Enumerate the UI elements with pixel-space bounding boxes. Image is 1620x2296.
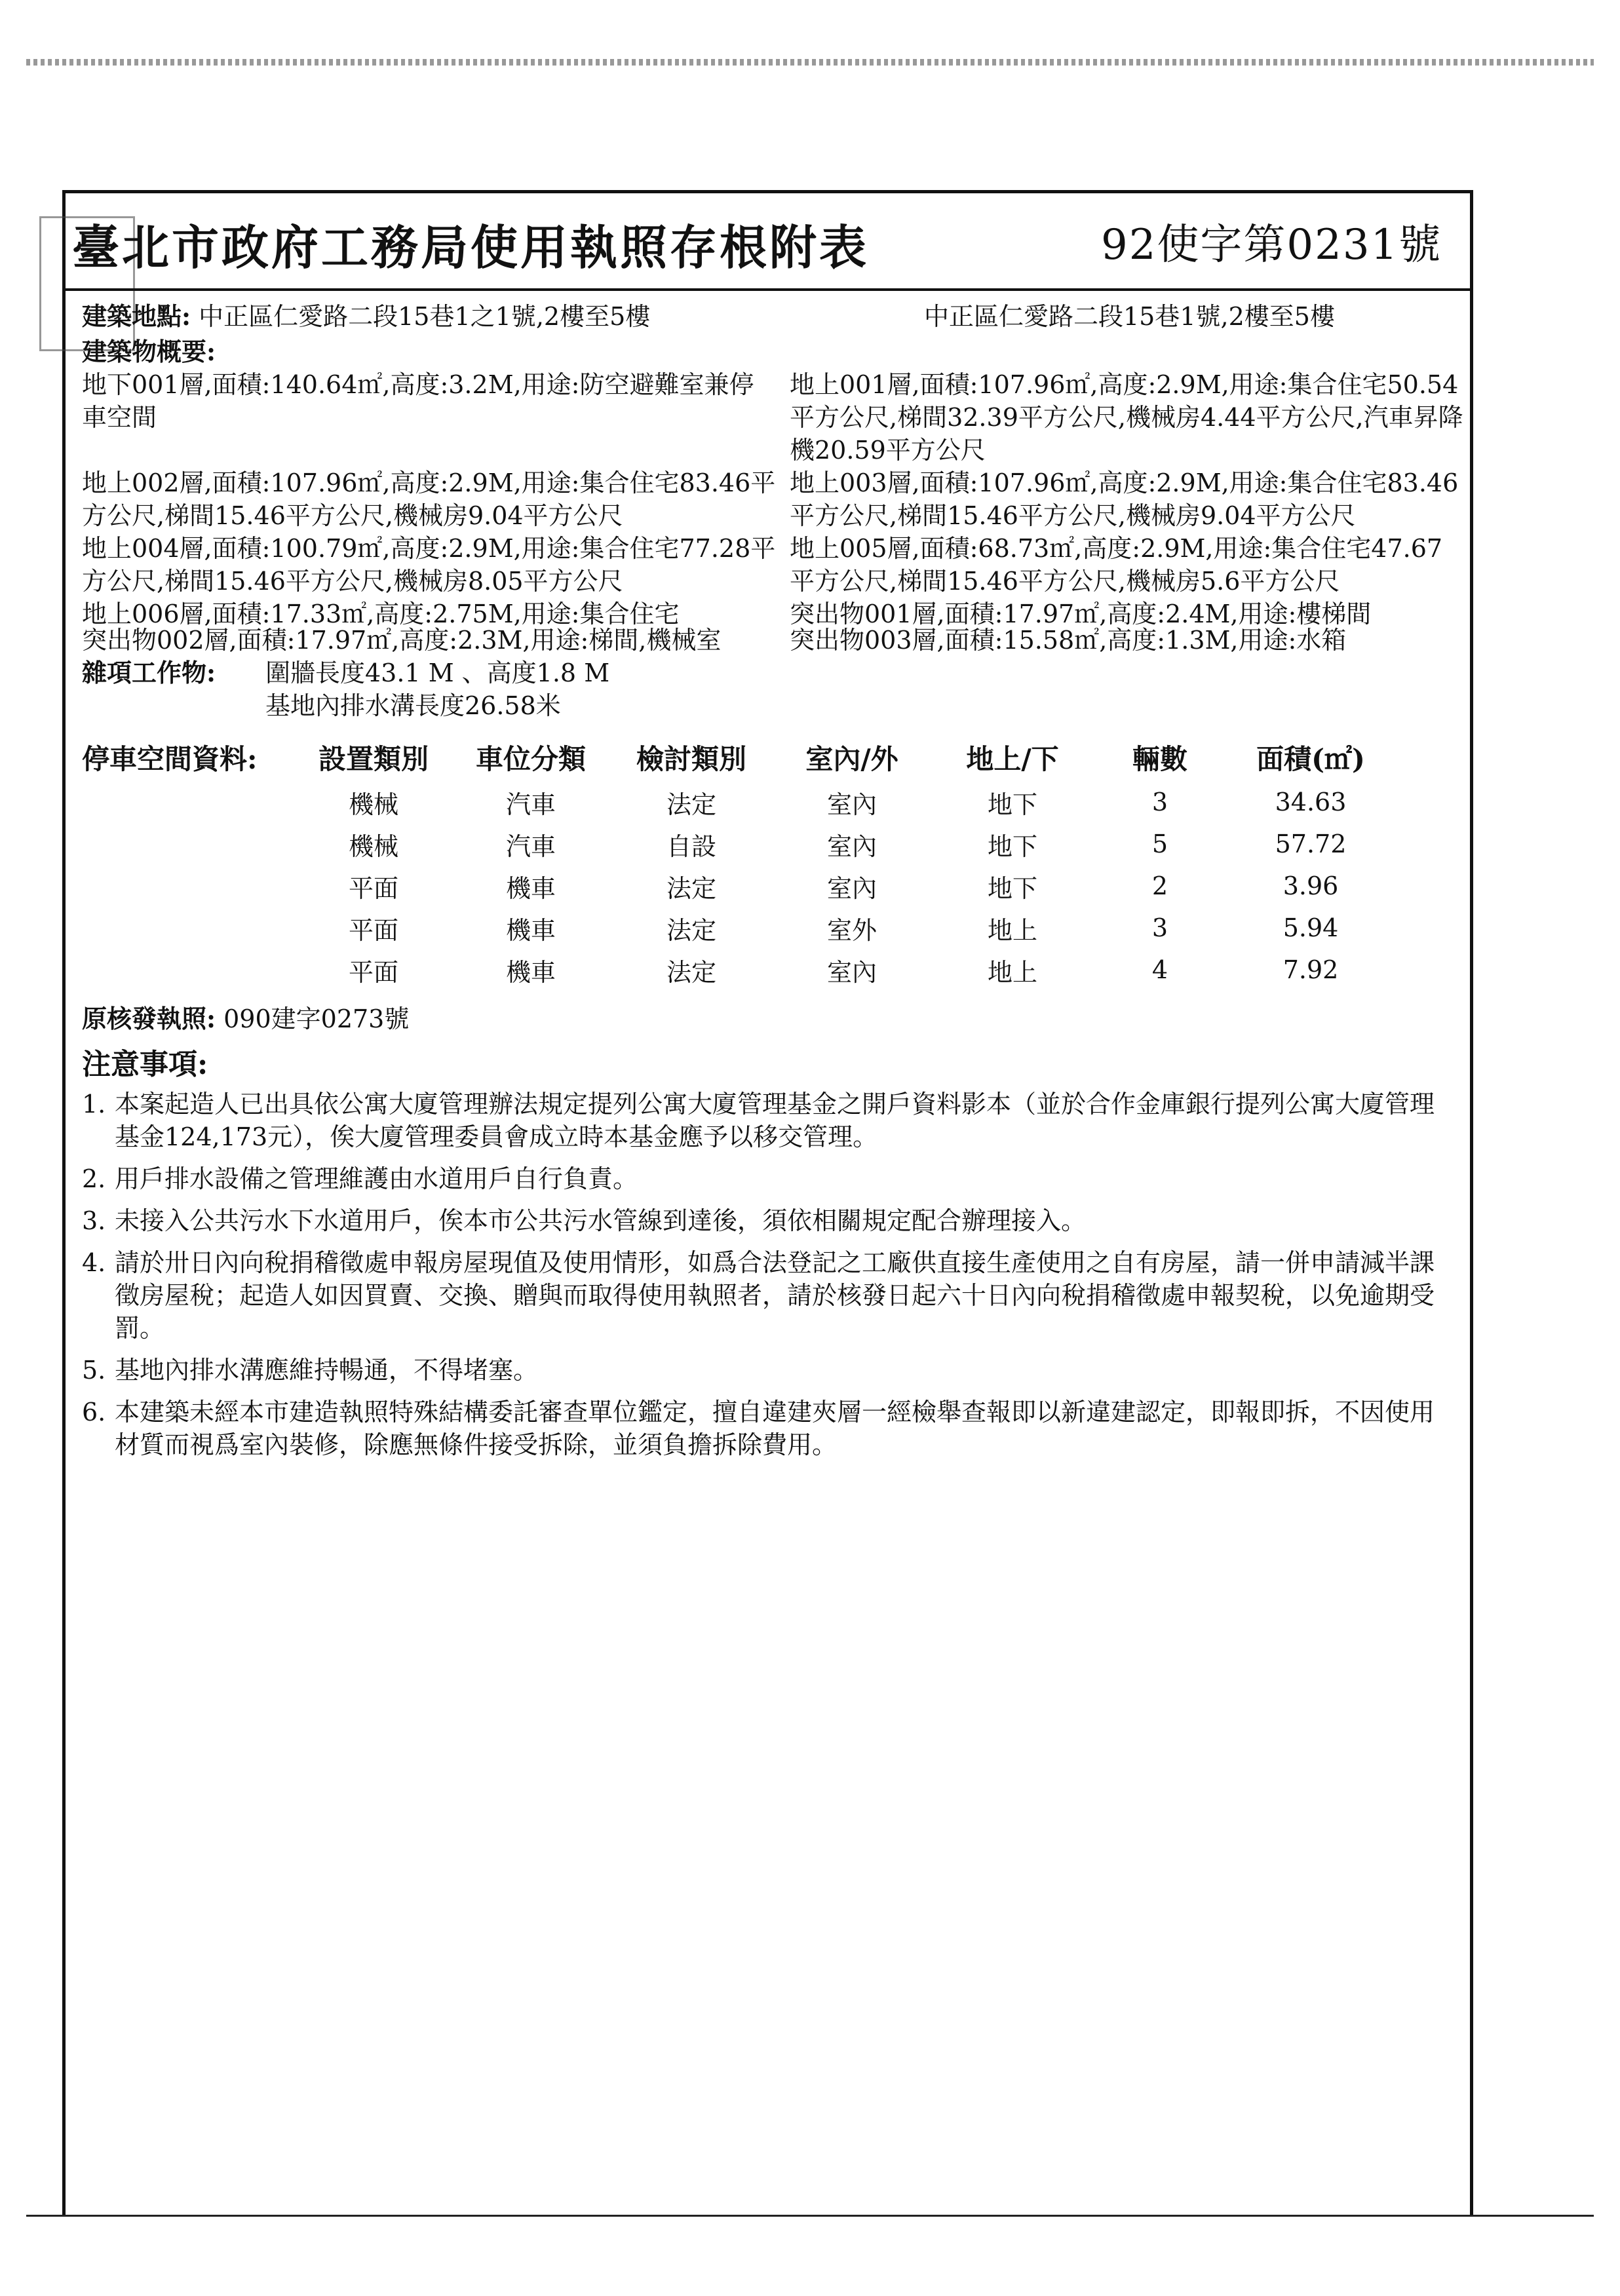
list-item [82, 1396, 1458, 1461]
cell: 2 [1151, 871, 1168, 900]
cell: 地下 [987, 873, 1037, 903]
bottom-divider [26, 2215, 1594, 2217]
location-address-right: 中正區仁愛路二段15巷1號,2樓至5樓 [924, 302, 1335, 331]
overview-label: 建築物概要: [82, 337, 216, 366]
list-item [82, 1246, 1458, 1345]
overview-left-1: 地下001層,面積:140.64㎡,高度:3.2M,用途:防空避難室兼停車空間 [82, 370, 754, 432]
cell: 7.92 [1282, 955, 1339, 984]
cell: 法定 [666, 915, 716, 945]
table-row [82, 823, 1393, 865]
scan-artifact-line [26, 59, 1594, 66]
note-number: 4. [82, 1248, 106, 1277]
cell: 法定 [666, 957, 716, 987]
overview-left-2: 地上002層,面積:107.96㎡,高度:2.9M,用途:集合住宅83.46平方公尺,梯間15.46平方公尺,機械房9.04平方公尺 [82, 469, 776, 530]
col-header-count: 輛數 [1132, 743, 1187, 775]
cell: 地上 [987, 915, 1037, 945]
permit-number: 92使字第0231號 [1101, 221, 1442, 269]
cell: 5.94 [1282, 913, 1339, 942]
table-row [82, 781, 1393, 823]
cell: 地下 [987, 790, 1037, 819]
note-text: 本建築未經本市建造執照特殊結構委託審查單位鑑定，擅自違建夾層一經檢舉查報即以新違建認定，即報即拆，不因使用材質而視爲室內裝修，除應無條件接受拆除，並須負擔拆除費用。 [115, 1398, 1435, 1459]
location-address-left: 中正區仁愛路二段15巷1之1號,2樓至5樓 [199, 302, 651, 331]
cell: 機車 [505, 957, 556, 987]
location-row [82, 300, 650, 333]
col-header-area: 面積(㎡) [1256, 743, 1365, 775]
cell: 室內 [826, 873, 877, 903]
cell: 地上 [987, 957, 1037, 987]
list-item [82, 1088, 1458, 1153]
original-permit-value: 090建字0273號 [223, 1004, 410, 1033]
cell: 3 [1151, 913, 1168, 942]
cell: 平面 [348, 957, 398, 987]
parking-label: 停車空間資料: [82, 743, 258, 775]
cell: 5 [1151, 830, 1168, 858]
cell: 4 [1151, 955, 1168, 984]
original-permit-label: 原核發執照: [82, 1004, 216, 1033]
overview-right-2: 地上003層,面積:107.96㎡,高度:2.9M,用途:集合住宅83.46平方公尺,梯間15.46平方公尺,機械房9.04平方公尺 [790, 469, 1459, 530]
cell: 機車 [505, 873, 556, 903]
note-text: 請於卅日內向稅捐稽徵處申報房屋現值及使用情形，如爲合法登記之工廠供直接生產使用之自有房屋，請一併申請減半課徵房屋稅；起造人如因買賣、交換、贈與而取得使用執照者，請於核發日起六十日內向稅捐稽徵處申報契稅，以免逾期受罰。 [115, 1248, 1435, 1343]
note-number: 6. [82, 1398, 106, 1426]
cell: 3 [1151, 788, 1168, 816]
list-item [82, 1354, 1458, 1387]
cell: 機械 [348, 790, 398, 819]
cell: 法定 [666, 873, 716, 903]
overview-left-5: 突出物002層,面積:17.97㎡,高度:2.3M,用途:梯間,機械室 [82, 626, 722, 655]
misc-works-label: 雜項工作物: [82, 658, 216, 687]
cell: 平面 [348, 873, 398, 903]
misc-works-line-1: 圍牆長度43.1 M 、高度1.8 M [265, 659, 610, 687]
cell: 室內 [826, 957, 877, 987]
col-header-above-below: 地上/下 [966, 743, 1059, 775]
cell: 57.72 [1275, 830, 1347, 858]
parking-header-row [82, 734, 1393, 781]
cell: 法定 [666, 790, 716, 819]
overview-right-4: 突出物001層,面積:17.97㎡,高度:2.4M,用途:樓梯間 [790, 600, 1372, 628]
overview-left-4: 地上006層,面積:17.33㎡,高度:2.75M,用途:集合住宅 [82, 600, 680, 628]
cell: 34.63 [1275, 788, 1347, 816]
cell: 汽車 [505, 790, 556, 819]
overview-left-3: 地上004層,面積:100.79㎡,高度:2.9M,用途:集合住宅77.28平方公尺,梯間15.46平方公尺,機械房8.05平方公尺 [82, 534, 776, 596]
overview-right-5: 突出物003層,面積:15.58㎡,高度:1.3M,用途:水箱 [790, 626, 1347, 655]
col-header-space-class: 車位分類 [475, 743, 586, 775]
cell: 汽車 [505, 832, 556, 861]
col-header-indoor-outdoor: 室內/外 [805, 743, 898, 775]
notes-heading: 注意事項: [82, 1048, 208, 1081]
cell: 室內 [826, 832, 877, 861]
document-title: 臺北市政府工務局使用執照存根附表 [72, 220, 870, 275]
note-text: 本案起造人已出具依公寓大廈管理辦法規定提列公寓大廈管理基金之開戶資料影本（並於合作金庫銀行提列公寓大廈管理基金124,173元），俟大廈管理委員會成立時本基金應予以移交管理。 [115, 1090, 1435, 1151]
title-divider [62, 288, 1470, 291]
note-text: 未接入公共污水下水道用戶，俟本市公共污水管線到達後，須依相關規定配合辦理接入。 [115, 1206, 1087, 1235]
table-row [82, 865, 1393, 907]
note-number: 3. [82, 1206, 106, 1235]
cell: 機車 [505, 915, 556, 945]
notes-list [82, 1088, 1458, 1461]
cell: 3.96 [1282, 871, 1339, 900]
cell: 平面 [348, 915, 398, 945]
note-text: 用戶排水設備之管理維護由水道用戶自行負責。 [115, 1164, 638, 1193]
cell: 自設 [666, 832, 716, 861]
location-label: 建築地點: [82, 301, 191, 331]
parking-table [82, 734, 1393, 991]
overview-right-1: 地上001層,面積:107.96㎡,高度:2.9M,用途:集合住宅50.54平方公尺,梯間32.39平方公尺,機械房4.44平方公尺,汽車昇降機20.59平方公尺 [790, 370, 1463, 465]
list-item [82, 1162, 1458, 1195]
table-row [82, 907, 1393, 949]
cell: 室外 [826, 915, 877, 945]
notes-section [82, 1048, 1458, 1470]
note-number: 5. [82, 1356, 106, 1385]
cell: 機械 [348, 832, 398, 861]
col-header-review-class: 檢討類別 [636, 743, 746, 775]
misc-works-line-2: 基地內排水溝長度26.58米 [265, 691, 561, 720]
cell: 室內 [826, 790, 877, 819]
col-header-setup-type: 設置類別 [318, 743, 429, 775]
note-text: 基地內排水溝應維持暢通，不得堵塞。 [115, 1356, 539, 1385]
note-number: 2. [82, 1164, 106, 1193]
note-number: 1. [82, 1090, 106, 1119]
original-permit-row [82, 1003, 409, 1035]
list-item [82, 1204, 1458, 1237]
cell: 地下 [987, 832, 1037, 861]
table-row [82, 949, 1393, 991]
overview-right-3: 地上005層,面積:68.73㎡,高度:2.9M,用途:集合住宅47.67平方公尺,梯間15.46平方公尺,機械房5.6平方公尺 [790, 534, 1443, 596]
